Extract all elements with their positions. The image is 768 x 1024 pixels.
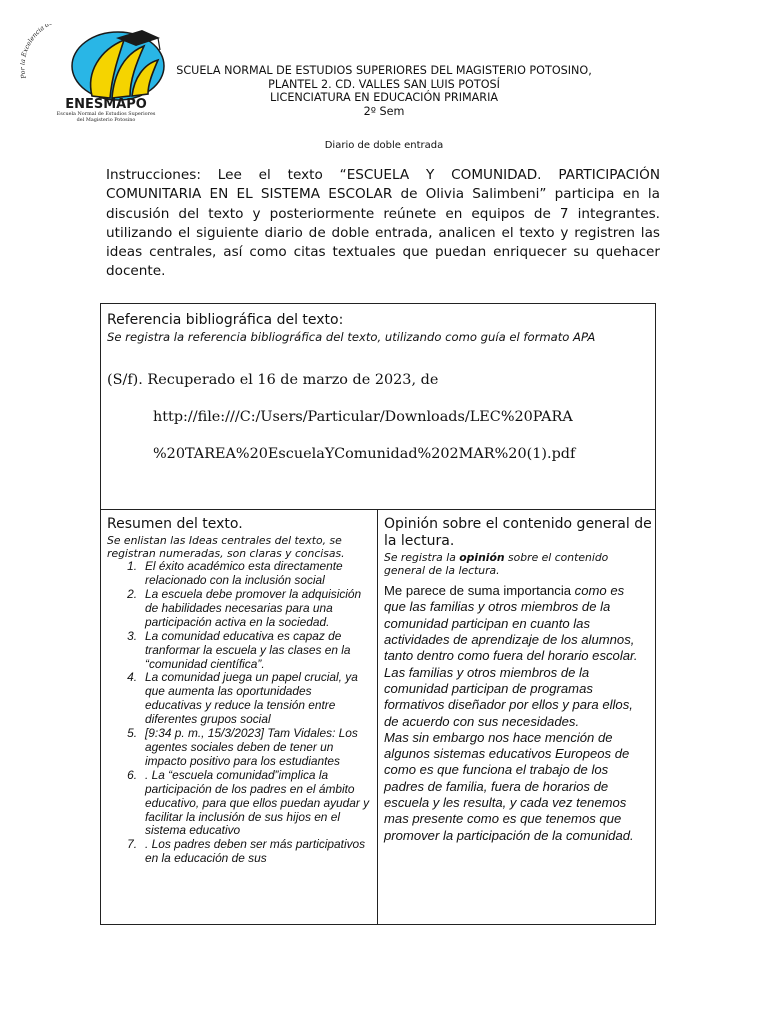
list-item: 7. . Los padres deben ser más participativos en la educación de sus <box>127 837 366 866</box>
reference-hint: Se registra la referencia bibliográfica del texto, utilizando como guía el formato APA <box>107 330 596 344</box>
opinion-body-continued: Mas sin embargo nos hace mención de algunos sistemas educativos Europeos de como es que funciona el trabajo de los padres de familia, fuera de horarios de escuela y les resulta, y cada vez tenemos mas presente como es que tenemos que promover la participación de la comunidad. <box>384 729 634 843</box>
document-header <box>150 64 618 118</box>
list-item: 5. [9:34 p. m., 15/3/2023] Tam Vidales: Los agentes sociales deben de tener un impacto positivo para los estudiantes <box>127 726 358 768</box>
opinion-hint: Se registra la opinión sobre el contenido general de la lectura. <box>384 551 609 577</box>
logo-arc-text: P Excelencia d <box>20 24 51 80</box>
double-entry-journal-table <box>100 303 656 925</box>
summary-heading: Resumen del texto. <box>107 516 243 532</box>
instructions-paragraph: Instrucciones: Lee el texto “ESCUELA Y COMUNIDAD. PARTICIPACIÓN COMUNITARIA EN EL SISTEMA ESCOLAR de Olivia Salimbeni” participa en la discusión del texto y posteriormente reúnete en equipos de 7 integrantes. utilizando el siguiente diario de doble entrada, analicen el texto y registren las ideas centrales, así como citas textuales que puedan enriquecer su quehacer docente. <box>106 167 660 280</box>
opinion-lead: Me parece de suma importancia <box>384 583 572 599</box>
list-item: 3. La comunidad educativa es capaz de tranformar la escuela y las clases en la “comunidad científica”. <box>127 628 351 671</box>
reference-url-part1: http://file:///C:/Users/Particular/Downloads/LEC%20PARA <box>153 409 573 425</box>
opinion-text <box>384 583 649 844</box>
reference-citation <box>107 362 647 473</box>
header-campus: PLANTEL 2. CD. VALLES SAN LUIS POTOSÍ <box>268 77 500 91</box>
opinion-heading: Opinión sobre el contenido general de la lectura. <box>384 516 652 549</box>
header-semester: 2º Sem <box>363 104 405 118</box>
document-title: Diario de doble entrada <box>324 140 444 151</box>
reference-heading: Referencia bibliográfica del texto: <box>107 312 344 328</box>
reference-section <box>101 304 655 510</box>
list-item: 1. El éxito académico esta directamente relacionado con la inclusión social <box>127 559 343 588</box>
summary-column <box>101 510 378 924</box>
opinion-column <box>378 510 655 924</box>
reference-citation-line1: (S/f). Recuperado el 16 de marzo de 2023, de <box>107 372 439 388</box>
summary-hint: Se enlistan las Ideas centrales del texto, se registran numeradas, son claras y concisas. <box>107 534 345 560</box>
logo-subtitle-line2: del Magisterio Potosino <box>76 117 136 123</box>
list-item: 2. La escuela debe promover la adquisición de habilidades necesarias para una participación activa en la sociedad. <box>127 587 362 629</box>
header-program: LICENCIATURA EN EDUCACIÓN PRIMARIA <box>269 91 499 105</box>
header-school-name: SCUELA NORMAL DE ESTUDIOS SUPERIORES DEL MAGISTERIO POTOSINO, <box>176 64 592 77</box>
logo-name: ENESMAPO <box>65 97 147 112</box>
reference-url-part2: %20TAREA%20EscuelaYComunidad%202MAR%20(1).pdf <box>153 446 576 462</box>
list-item: 6. . La “escuela comunidad”implica la participación de los padres en el ámbito educativo, para que ellos puedan ayudar y facilitar la inclusión de sus hijos en el sistema educativo <box>127 767 370 838</box>
summary-list <box>101 560 377 866</box>
logo-subtitle-line1: Escuela Normal de Estudios Superiores <box>56 111 156 117</box>
list-item: 4. La comunidad juega un papel crucial, ya que aumenta las oportunidades educativas y reduce la tensión entre diferentes grupos social <box>127 670 358 727</box>
opinion-body: como es que las familias y otros miembros de la comunidad participan en cuanto las actividades de aprendizaje de los alumnos, tanto dentro como fuera del horario escolar. Las familias y otros miembros de la comunidad participan de programas formativos diseñador por ellos y para ellos, de acuerdo con sus necesidades. <box>384 583 638 729</box>
